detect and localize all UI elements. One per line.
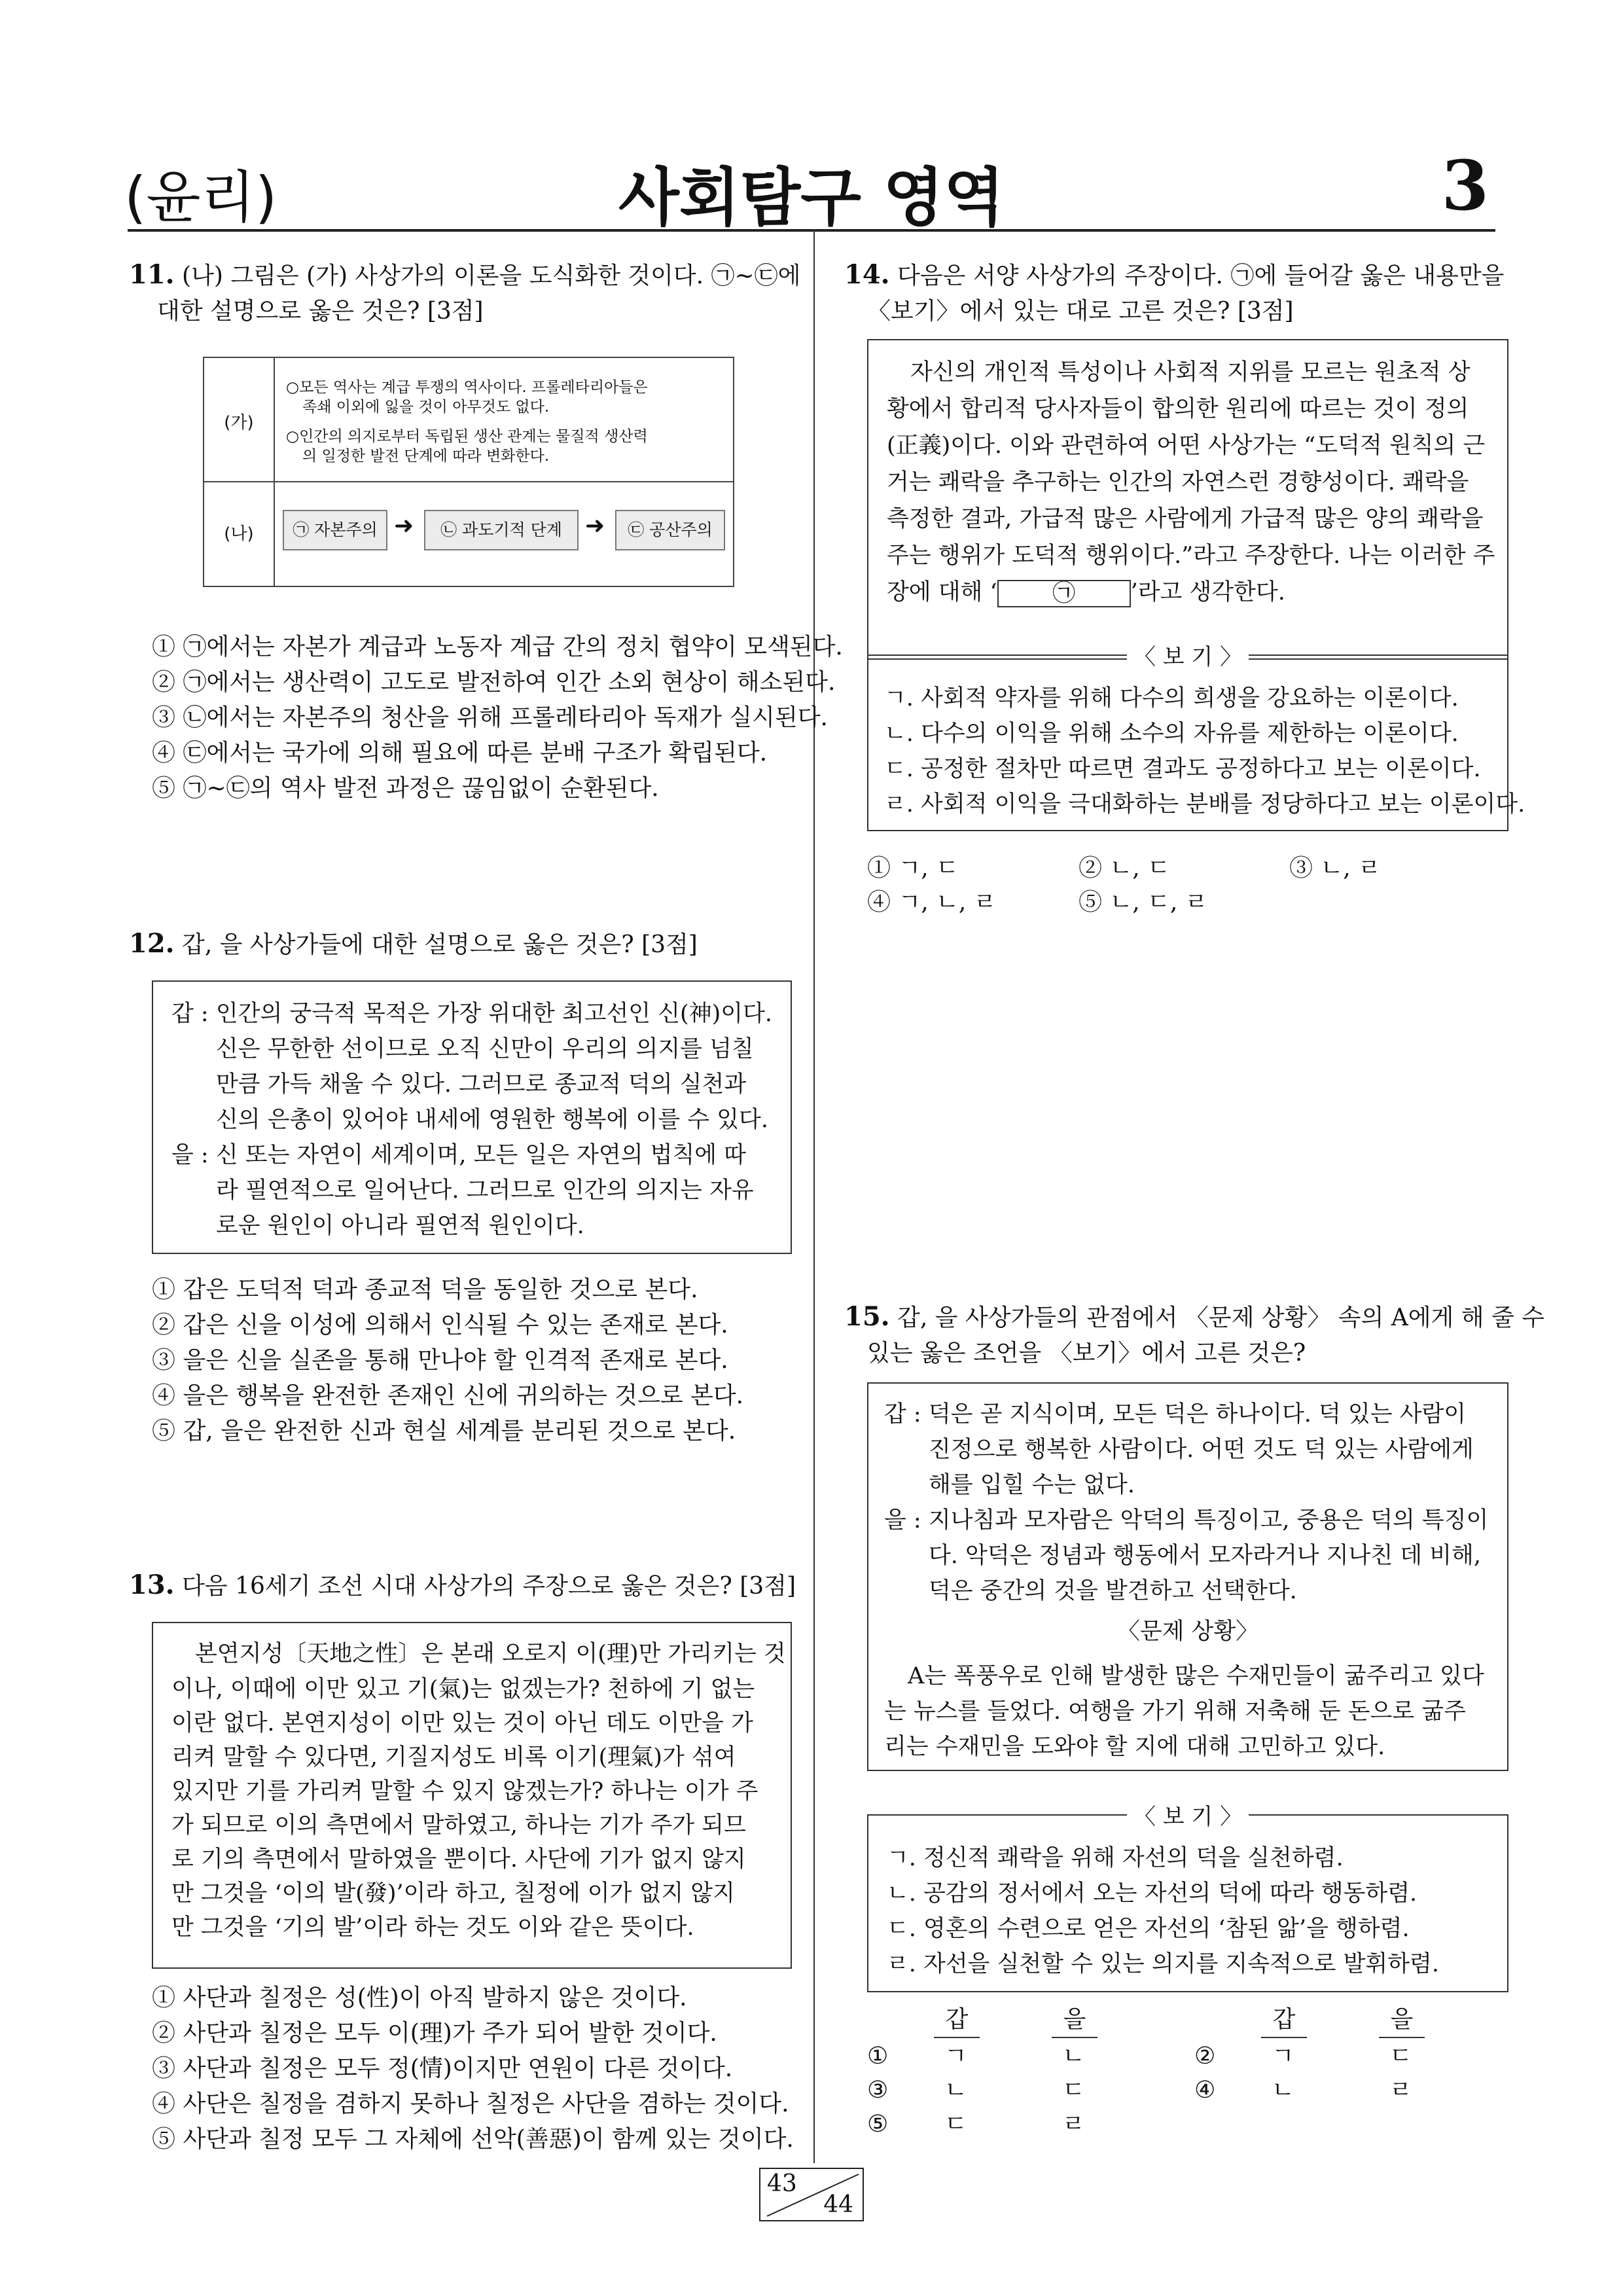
bogi-item: ㄴ. 공감의 정서에서 오는 자선의 덕에 따라 행동하렴.	[887, 1880, 1418, 1907]
question-number: 13.	[129, 1570, 175, 1600]
option[interactable]: ⑤ ㄴ, ㄷ, ㄹ	[1079, 889, 1208, 916]
question-stem: 다음 16세기 조선 시대 사상가의 주장으로 옳은 것은? [3점]	[182, 1573, 796, 1600]
question-number: 15.	[844, 1301, 890, 1332]
bogi-item: ㄱ. 사회적 약자를 위해 다수의 희생을 강요하는 이론이다.	[884, 685, 1459, 711]
cell: ㄷ	[1389, 2043, 1412, 2070]
column-divider	[813, 229, 815, 2163]
bogi-title-text: 〈 보 기 〉	[1127, 644, 1249, 670]
bogi-box	[867, 644, 1525, 831]
option-mark: ⑤	[867, 2111, 889, 2138]
subject-label: (윤리)	[124, 165, 277, 230]
divider	[204, 481, 733, 482]
passage-line: 있지만 기를 가리켜 말할 수 있지 않겠는가? 하나는 이가 주	[171, 1778, 758, 1804]
table-header: 을	[1052, 2003, 1097, 2038]
passage-line: 거는 쾌락을 추구하는 인간의 자연스런 경향성이다. 쾌락을	[887, 469, 1469, 495]
passage-line: 신의 은총이 있어야 내세에 영원한 행복에 이를 수 있다.	[216, 1107, 768, 1133]
label-na: (나)	[224, 524, 254, 544]
cell: ㄱ	[1272, 2043, 1294, 2070]
passage-line: 진정으로 행복한 사람이다. 어떤 것도 덕 있는 사람에게	[929, 1437, 1474, 1463]
ga-text: 의 일정한 발전 단계에 따라 변화한다.	[302, 448, 550, 465]
passage-line: 덕은 중간의 것을 발견하고 선택한다.	[929, 1578, 1297, 1604]
table-header: 갑	[934, 2003, 980, 2038]
total-pages: 44	[823, 2191, 853, 2218]
cell: ㄴ	[944, 2077, 967, 2104]
bogi-title-text: 〈 보 기 〉	[1127, 1804, 1249, 1830]
current-page: 43	[767, 2170, 797, 2197]
option[interactable]: ③ ㄴ, ㄹ	[1289, 855, 1381, 882]
passage-line: 측정한 결과, 가급적 많은 사람에게 가급적 많은 양의 쾌락을	[887, 506, 1484, 532]
option-mark: ④	[1194, 2077, 1216, 2104]
passage-line: 을 : 지나침과 모자람은 악덕의 특징이고, 중용은 덕의 특징이	[884, 1507, 1489, 1534]
question-stem-line: 있는 옳은 조언을 〈보기〉에서 고른 것은?	[867, 1340, 1306, 1367]
option-mark: ②	[1194, 2043, 1216, 2070]
passage-box	[867, 1382, 1508, 1771]
options-13	[152, 1981, 794, 2157]
situation-line: 리는 수재민을 도와야 할 지에 대해 고민하고 있다.	[884, 1734, 1385, 1760]
answer-table	[867, 2003, 1508, 2147]
question-11	[129, 257, 800, 295]
question-14	[844, 257, 1504, 295]
passage-line: 만 그것을 ‘기의 발’이라 하는 것도 이와 같은 뜻이다.	[171, 1914, 694, 1941]
passage-box	[152, 1622, 792, 1969]
passage-box	[152, 980, 792, 1254]
passage-line: 황에서 합리적 당사자들이 합의한 원리에 따르는 것이 정의	[887, 396, 1469, 422]
question-stem-line: 대한 설명으로 옳은 것은? [3점]	[157, 298, 484, 325]
passage-line: 로 기의 측면에서 말하였을 뿐이다. 사단에 기가 없지 않지	[171, 1846, 746, 1873]
passage-text: ’라고 생각한다.	[1130, 579, 1285, 605]
ga-text: 족쇄 이외에 잃을 것이 아무것도 없다.	[302, 399, 550, 416]
ga-text: ○인간의 의지로부터 독립된 생산 관계는 물질적 생산력	[286, 428, 648, 445]
passage-line: 이란 없다. 본연지성이 이만 있는 것이 아닌 데도 이만을 가	[171, 1710, 753, 1736]
theory-diagram	[203, 357, 734, 587]
question-stem: 갑, 을 사상가들의 관점에서 〈문제 상황〉 속의 A에게 해 줄 수	[897, 1304, 1544, 1331]
option[interactable]: ① 갑은 도덕적 덕과 종교적 덕을 동일한 것으로 본다.	[152, 1276, 698, 1303]
passage-line: 신은 무한한 선이므로 오직 신만이 우리의 의지를 넘칠	[216, 1036, 754, 1062]
page-number: 3	[1441, 145, 1489, 226]
bogi-title	[868, 639, 1507, 671]
option[interactable]: ③ ㉡에서는 자본주의 청산을 위해 프롤레타리아 독재가 실시된다.	[152, 704, 828, 731]
header-rule	[128, 229, 1495, 232]
blank-box: ㉠	[997, 580, 1131, 607]
question-number: 11.	[129, 259, 175, 290]
question-stem: 갑, 을 사상가들에 대한 설명으로 옳은 것은? [3점]	[182, 931, 698, 958]
option[interactable]: ④ ㉢에서는 국가에 의해 필요에 따른 분배 구조가 확립된다.	[152, 740, 768, 766]
bogi-item: ㄱ. 정신적 쾌락을 위해 자선의 덕을 실천하렴.	[887, 1845, 1344, 1871]
flow-communism: ㉢ 공산주의	[615, 510, 725, 550]
divider	[274, 358, 275, 586]
passage-line: 만 그것을 ‘이의 발(發)’이라 하고, 칠정에 이가 없지 않지	[171, 1880, 735, 1907]
option[interactable]: ④ 을은 행복을 완전한 존재인 신에 귀의하는 것으로 본다.	[152, 1382, 744, 1409]
page-title: 사회탐구 영역	[618, 161, 1005, 234]
passage-line: 갑 : 인간의 궁극적 목적은 가장 위대한 최고선인 신(神)이다.	[171, 1001, 773, 1027]
cell: ㄷ	[1062, 2077, 1085, 2104]
bogi-item: ㄴ. 다수의 이익을 위해 소수의 자유를 제한하는 이론이다.	[884, 721, 1459, 747]
options-12	[152, 1272, 743, 1449]
label-ga: (가)	[224, 413, 254, 433]
bogi-title	[868, 1799, 1507, 1831]
passage-line	[887, 575, 1285, 610]
cell: ㄷ	[944, 2111, 967, 2138]
bogi-item: ㄹ. 자선을 실천할 수 있는 의지를 지속적으로 발휘하렴.	[887, 1951, 1439, 1977]
cell: ㄹ	[1062, 2111, 1085, 2138]
flow-transition: ㉡ 과도기적 단계	[424, 510, 579, 550]
passage-line: (正義)이다. 이와 관련하여 어떤 사상가는 “도덕적 원칙의 근	[887, 433, 1486, 459]
passage-line: 만큼 가득 채울 수 있다. 그러므로 종교적 덕의 실천과	[216, 1071, 747, 1098]
question-12	[129, 925, 698, 963]
option[interactable]: ④ ㄱ, ㄴ, ㄹ	[867, 889, 997, 916]
passage-line: 다. 악덕은 정념과 행동에서 모자라거나 지나친 데 비해,	[929, 1543, 1481, 1569]
situation-line: 는 뉴스를 들었다. 여행을 가기 위해 저축해 둔 돈으로 굶주	[884, 1698, 1466, 1725]
table-header: 을	[1379, 2003, 1425, 2038]
option[interactable]: ③ 을은 신을 실존을 통해 만나야 할 인격적 존재로 본다.	[152, 1347, 728, 1374]
options-11	[152, 630, 843, 806]
passage-line: 갑 : 덕은 곧 지식이며, 모든 덕은 하나이다. 덕 있는 사람이	[884, 1401, 1467, 1427]
passage-line: 해를 입힐 수는 없다.	[929, 1472, 1135, 1498]
option[interactable]: ③ 사단과 칠정은 모두 정(情)이지만 연원이 다른 것이다.	[152, 2055, 733, 2082]
option[interactable]: ② 갑은 신을 이성에 의해서 인식될 수 있는 존재로 본다.	[152, 1312, 728, 1338]
ga-text: ○모든 역사는 계급 투쟁의 역사이다. 프롤레타리아들은	[286, 379, 648, 396]
cell: ㄹ	[1389, 2077, 1412, 2104]
arrow-icon: ➜	[394, 512, 414, 539]
page-counter	[759, 2168, 864, 2221]
passage-line: 이나, 이때에 이만 있고 기(氣)는 없겠는가? 천하에 기 없는	[171, 1676, 755, 1702]
passage-line: 라 필연적으로 일어난다. 그러므로 인간의 의지는 자유	[216, 1177, 754, 1204]
question-number: 14.	[844, 259, 890, 290]
option[interactable]: ② ㄴ, ㄷ	[1079, 855, 1170, 882]
question-stem-line: 〈보기〉에서 있는 대로 고른 것은? [3점]	[867, 298, 1294, 325]
question-stem: 다음은 서양 사상가의 주장이다. ㉠에 들어갈 옳은 내용만을	[897, 262, 1505, 289]
passage-line: 주는 행위가 도덕적 행위이다.”라고 주장한다. 나는 이러한 주	[887, 543, 1495, 569]
option-mark: ①	[867, 2043, 889, 2070]
cell: ㄴ	[1062, 2043, 1085, 2070]
question-number: 12.	[129, 928, 175, 959]
passage-line: 자신의 개인적 특성이나 사회적 지위를 모르는 원초적 상	[910, 359, 1471, 386]
passage-line: 로운 원인이 아니라 필연적 원인이다.	[216, 1213, 584, 1239]
question-stem: (나) 그림은 (가) 사상가의 이론을 도식화한 것이다. ㉠~㉢에	[182, 262, 801, 289]
option-mark: ③	[867, 2077, 889, 2104]
situation-line: A는 폭풍우로 인해 발생한 많은 수재민들이 굶주리고 있다	[908, 1663, 1484, 1689]
bogi-item: ㄷ. 공정한 절차만 따르면 결과도 공정하다고 보는 이론이다.	[884, 756, 1481, 782]
passage-text: 장에 대해 ‘	[887, 579, 997, 605]
passage-line: 리켜 말할 수 있다면, 기질지성도 비록 이기(理氣)가 섞여	[171, 1744, 736, 1770]
bogi-item: ㄷ. 영혼의 수련으로 얻은 자선의 ‘참된 앎’을 행하렴.	[887, 1916, 1410, 1942]
situation-title: 〈문제 상황〉	[1116, 1619, 1259, 1645]
bogi-item: ㄹ. 사회적 이익을 극대화하는 분배를 정당하다고 보는 이론이다.	[884, 791, 1525, 817]
passage-box	[867, 339, 1508, 660]
table-header: 갑	[1261, 2003, 1307, 2038]
flow-capitalism: ㉠ 자본주의	[283, 510, 387, 550]
arrow-icon: ➜	[585, 512, 605, 539]
question-15	[844, 1299, 1544, 1336]
cell: ㄱ	[944, 2043, 967, 2070]
cell: ㄴ	[1272, 2077, 1294, 2104]
option[interactable]: ② 사단과 칠정은 모두 이(理)가 주가 되어 발한 것이다.	[152, 2020, 717, 2047]
passage-line: 을 : 신 또는 자연이 세계이며, 모든 일은 자연의 법칙에 따	[171, 1142, 746, 1168]
option[interactable]: ① ㉠에서는 자본가 계급과 노동자 계급 간의 정치 협약이 모색된다.	[152, 634, 843, 660]
question-13	[129, 1567, 796, 1605]
option[interactable]: ④ 사단은 칠정을 겸하지 못하나 칠정은 사단을 겸하는 것이다.	[152, 2090, 789, 2117]
option[interactable]: ② ㉠에서는 생산력이 고도로 발전하여 인간 소외 현상이 해소된다.	[152, 669, 836, 696]
option[interactable]: ① 사단과 칠정은 성(性)이 아직 발하지 않은 것이다.	[152, 1984, 687, 2011]
option[interactable]: ⑤ ㉠~㉢의 역사 발전 과정은 끊임없이 순환된다.	[152, 775, 659, 802]
passage-line: 가 되므로 이의 측면에서 말하였고, 하나는 기가 주가 되므	[171, 1812, 746, 1839]
option[interactable]: ⑤ 사단과 칠정 모두 그 자체에 선악(善惡)이 함께 있는 것이다.	[152, 2126, 794, 2153]
passage-line: 본연지성〔天地之性〕은 본래 오로지 이(理)만 가리키는 것	[195, 1641, 786, 1667]
bogi-box	[867, 1804, 1508, 1992]
option[interactable]: ① ㄱ, ㄷ	[867, 855, 959, 882]
option[interactable]: ⑤ 갑, 을은 완전한 신과 현실 세계를 분리된 것으로 본다.	[152, 1418, 736, 1444]
